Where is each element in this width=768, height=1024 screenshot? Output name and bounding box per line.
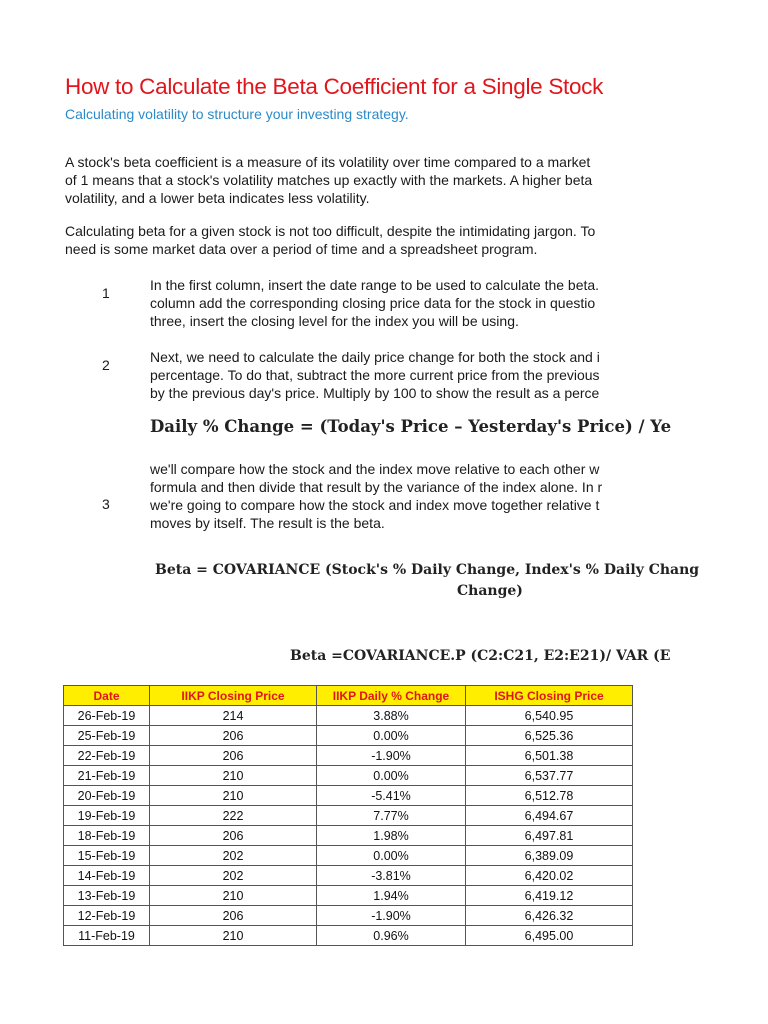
cell-date: 21-Feb-19 — [64, 766, 150, 786]
paragraph-line: need is some market data over a period of time and a spreadsheet program. — [65, 241, 538, 257]
cell-iikp-change: 1.98% — [317, 826, 466, 846]
beta-formula-line-1: Beta = COVARIANCE (Stock's % Daily Change, Index's % Daily Chang — [155, 562, 700, 578]
table-row — [64, 906, 633, 926]
cell-ishg-price: 6,497.81 — [466, 826, 633, 846]
cell-iikp-change: 0.00% — [317, 766, 466, 786]
cell-iikp-change: 0.00% — [317, 846, 466, 866]
cell-date: 19-Feb-19 — [64, 806, 150, 826]
cell-iikp-change: 3.88% — [317, 706, 466, 726]
cell-iikp-change: 1.94% — [317, 886, 466, 906]
cell-ishg-price: 6,419.12 — [466, 886, 633, 906]
cell-date: 11-Feb-19 — [64, 926, 150, 946]
cell-date: 18-Feb-19 — [64, 826, 150, 846]
step-line: Next, we need to calculate the daily price change for both the stock and i — [150, 349, 600, 365]
cell-iikp-change: -1.90% — [317, 906, 466, 926]
step-line: percentage. To do that, subtract the more current price from the previous — [150, 367, 600, 383]
table-row — [64, 886, 633, 906]
header-iikp-closing: IIKP Closing Price — [150, 686, 317, 706]
cell-iikp-change: 0.96% — [317, 926, 466, 946]
cell-iikp-price: 206 — [150, 906, 317, 926]
step-number-3: 3 — [102, 496, 110, 512]
cell-iikp-price: 210 — [150, 786, 317, 806]
cell-iikp-price: 210 — [150, 926, 317, 946]
cell-date: 20-Feb-19 — [64, 786, 150, 806]
cell-iikp-price: 202 — [150, 866, 317, 886]
cell-date: 15-Feb-19 — [64, 846, 150, 866]
cell-ishg-price: 6,389.09 — [466, 846, 633, 866]
cell-ishg-price: 6,540.95 — [466, 706, 633, 726]
cell-iikp-change: 0.00% — [317, 726, 466, 746]
cell-ishg-price: 6,525.36 — [466, 726, 633, 746]
cell-date: 13-Feb-19 — [64, 886, 150, 906]
cell-iikp-price: 222 — [150, 806, 317, 826]
table-row — [64, 926, 633, 946]
page-title: How to Calculate the Beta Coefficient for a Single Stock — [65, 74, 604, 99]
cell-iikp-price: 206 — [150, 746, 317, 766]
paragraph-line: of 1 means that a stock's volatility matches up exactly with the markets. A higher beta — [65, 172, 593, 188]
header-ishg-closing: ISHG Closing Price — [466, 686, 633, 706]
table-row — [64, 786, 633, 806]
header-iikp-daily-change: IIKP Daily % Change — [317, 686, 466, 706]
price-table — [63, 685, 633, 946]
step-number-2: 2 — [102, 357, 110, 373]
intro-paragraph-2 — [65, 222, 595, 258]
cell-iikp-price: 210 — [150, 766, 317, 786]
step-number-1: 1 — [102, 285, 110, 301]
step-line: we're going to compare how the stock and index move together relative t — [150, 497, 600, 513]
step-line: formula and then divide that result by the variance of the index alone. In r — [150, 479, 603, 495]
cell-iikp-price: 210 — [150, 886, 317, 906]
cell-iikp-change: -5.41% — [317, 786, 466, 806]
paragraph-line: A stock's beta coefficient is a measure of its volatility over time compared to a market — [65, 154, 591, 170]
cell-ishg-price: 6,512.78 — [466, 786, 633, 806]
cell-date: 26-Feb-19 — [64, 706, 150, 726]
cell-date: 12-Feb-19 — [64, 906, 150, 926]
table-row — [64, 806, 633, 826]
cell-iikp-price: 202 — [150, 846, 317, 866]
cell-iikp-price: 214 — [150, 706, 317, 726]
beta-excel-formula: Beta =COVARIANCE.P (C2:C21, E2:E21)/ VAR (E — [290, 648, 671, 664]
cell-date: 14-Feb-19 — [64, 866, 150, 886]
table-row — [64, 746, 633, 766]
intro-paragraph-1 — [65, 153, 592, 207]
cell-iikp-change: -1.90% — [317, 746, 466, 766]
step-2-text — [150, 348, 600, 402]
cell-ishg-price: 6,537.77 — [466, 766, 633, 786]
cell-ishg-price: 6,494.67 — [466, 806, 633, 826]
cell-ishg-price: 6,426.32 — [466, 906, 633, 926]
step-line: column add the corresponding closing price data for the stock in questio — [150, 295, 596, 311]
cell-ishg-price: 6,501.38 — [466, 746, 633, 766]
page-subtitle: Calculating volatility to structure your investing strategy. — [65, 106, 409, 122]
step-line: In the first column, insert the date range to be used to calculate the beta. — [150, 277, 600, 293]
step-line: by the previous day's price. Multiply by 100 to show the result as a perce — [150, 385, 600, 401]
step-line: three, insert the closing level for the index you will be using. — [150, 313, 519, 329]
cell-iikp-price: 206 — [150, 726, 317, 746]
header-date: Date — [64, 686, 150, 706]
cell-date: 25-Feb-19 — [64, 726, 150, 746]
table-row — [64, 766, 633, 786]
cell-date: 22-Feb-19 — [64, 746, 150, 766]
table-row — [64, 826, 633, 846]
step-3-text — [150, 460, 602, 532]
table-row — [64, 846, 633, 866]
step-1-text — [150, 276, 599, 330]
daily-change-formula: Daily % Change = (Today's Price – Yesterday's Price) / Ye — [150, 417, 672, 436]
table-row — [64, 726, 633, 746]
cell-iikp-change: -3.81% — [317, 866, 466, 886]
cell-ishg-price: 6,495.00 — [466, 926, 633, 946]
paragraph-line: Calculating beta for a given stock is not too difficult, despite the intimidating jargon. To — [65, 223, 596, 239]
table-header-row — [64, 686, 633, 706]
beta-formula-line-2: Change) — [457, 583, 523, 599]
paragraph-line: volatility, and a lower beta indicates less volatility. — [65, 190, 370, 206]
step-line: we'll compare how the stock and the index move relative to each other w — [150, 461, 600, 477]
table-row — [64, 706, 633, 726]
cell-ishg-price: 6,420.02 — [466, 866, 633, 886]
cell-iikp-price: 206 — [150, 826, 317, 846]
table-row — [64, 866, 633, 886]
cell-iikp-change: 7.77% — [317, 806, 466, 826]
step-line: moves by itself. The result is the beta. — [150, 515, 385, 531]
